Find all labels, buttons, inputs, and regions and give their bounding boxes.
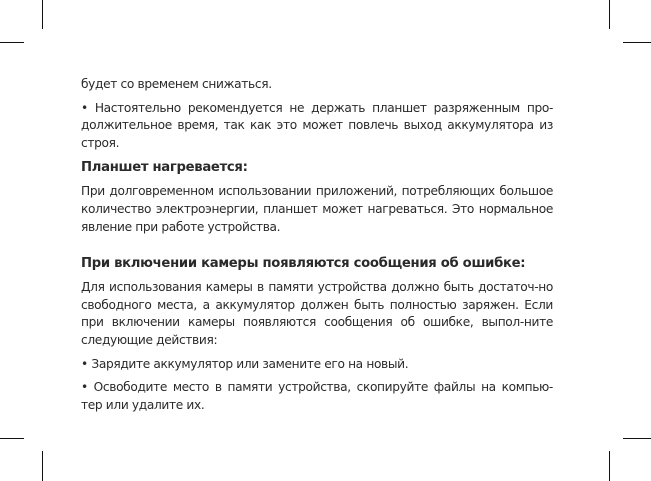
bullet-free-memory: • Освободите место в памяти устройства, скопируйте файлы на компью-тер или удалите их.	[81, 380, 553, 412]
crop-mark-top-left-vertical	[42, 0, 43, 29]
crop-mark-bottom-right-vertical	[609, 451, 610, 481]
bullet-charge-battery: • Зарядите аккумулятор или замените его на новый.	[81, 356, 409, 371]
crop-mark-top-right-horizontal	[623, 42, 651, 43]
crop-mark-top-right-vertical	[609, 0, 610, 29]
crop-mark-bottom-left-vertical	[42, 451, 43, 481]
heading-tablet-heats: Планшет нагревается:	[81, 160, 248, 176]
document-page	[81, 76, 553, 414]
crop-mark-bottom-left-horizontal	[0, 438, 24, 439]
paragraph-tablet-heats: При долговременном использовании приложений, потребляющих большое количество электроэнергии, планшет может нагреваться. Это нормальное явление при работе устройства.	[81, 184, 553, 234]
paragraph-continuation: будет со временем снижаться.	[81, 77, 272, 91]
crop-mark-bottom-right-horizontal	[623, 438, 651, 439]
crop-mark-top-left-horizontal	[0, 42, 24, 43]
bullet-battery-discharge: • Настоятельно рекомендуется не держать планшет разряженным про-должительное время, так как это может повлечь выход аккумулятора из строя.	[81, 100, 553, 150]
heading-camera-errors: При включении камеры появляются сообщения об ошибке:	[81, 256, 526, 272]
paragraph-camera-errors: Для использования камеры в памяти устройства должно быть достаточ-но свободного места, а аккумулятор должен быть полностью заряжен. Если при включении камеры появляются сообщения об ошибке, выпол-ните следующие действия:	[81, 280, 553, 347]
